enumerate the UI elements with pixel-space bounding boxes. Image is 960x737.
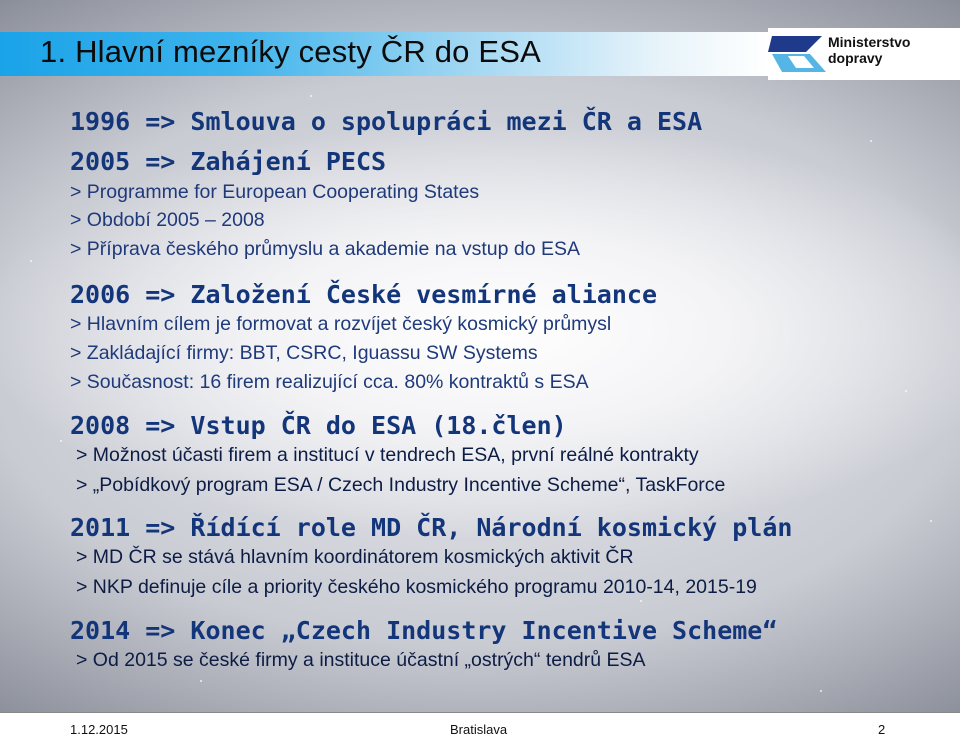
- milestone-2006-line-3: > Současnost: 16 firem realizující cca. 80% kontraktů s ESA: [70, 371, 589, 393]
- footer-date: 1.12.2015: [70, 722, 128, 737]
- milestone-heading-2005: 2005 => Zahájení PECS: [70, 147, 387, 176]
- milestone-2008-line-2: > „Pobídkový program ESA / Czech Industry Incentive Scheme“, TaskForce: [76, 474, 726, 496]
- footer-page-number: 2: [878, 722, 886, 737]
- milestone-heading-2011: 2011 => Řídící role MD ČR, Národní kosmický plán: [70, 513, 793, 542]
- slide-title: 1. Hlavní mezníky cesty ČR do ESA: [40, 34, 542, 69]
- milestone-heading-1996: 1996 => Smlouva o spolupráci mezi ČR a ESA: [70, 107, 703, 136]
- ministry-logo-text: Ministerstvo dopravy: [828, 34, 911, 66]
- milestone-2014-line-1: > Od 2015 se české firmy a instituce účastní „ostrých“ tendrů ESA: [76, 649, 646, 671]
- milestone-2011-line-2: > NKP definuje cíle a priority českého kosmického programu 2010-14, 2015-19: [76, 576, 757, 598]
- milestone-2006-line-2: > Zakládající firmy: BBT, CSRC, Iguassu SW Systems: [70, 342, 538, 364]
- milestone-heading-2006: 2006 => Založení České vesmírné aliance: [70, 280, 657, 309]
- milestone-2011-line-1: > MD ČR se stává hlavním koordinátorem kosmických aktivit ČR: [76, 546, 634, 568]
- milestone-heading-2008: 2008 => Vstup ČR do ESA (18.člen): [70, 411, 567, 440]
- footer-location: Bratislava: [450, 722, 508, 737]
- milestone-heading-2014: 2014 => Konec „Czech Industry Incentive Scheme“: [70, 616, 778, 645]
- ministry-logo: [768, 28, 960, 80]
- milestone-2005-line-3: > Příprava českého průmyslu a akademie na vstup do ESA: [70, 238, 580, 260]
- ministry-logo-icon: [768, 30, 826, 76]
- milestone-2006-line-1: > Hlavním cílem je formovat a rozvíjet český kosmický průmysl: [70, 313, 612, 335]
- milestone-2005-line-1: > Programme for European Cooperating States: [70, 181, 480, 203]
- milestone-2005-line-2: > Období 2005 – 2008: [70, 209, 265, 231]
- milestone-2008-line-1: > Možnost účasti firem a institucí v tendrech ESA, první reálné kontrakty: [76, 444, 699, 466]
